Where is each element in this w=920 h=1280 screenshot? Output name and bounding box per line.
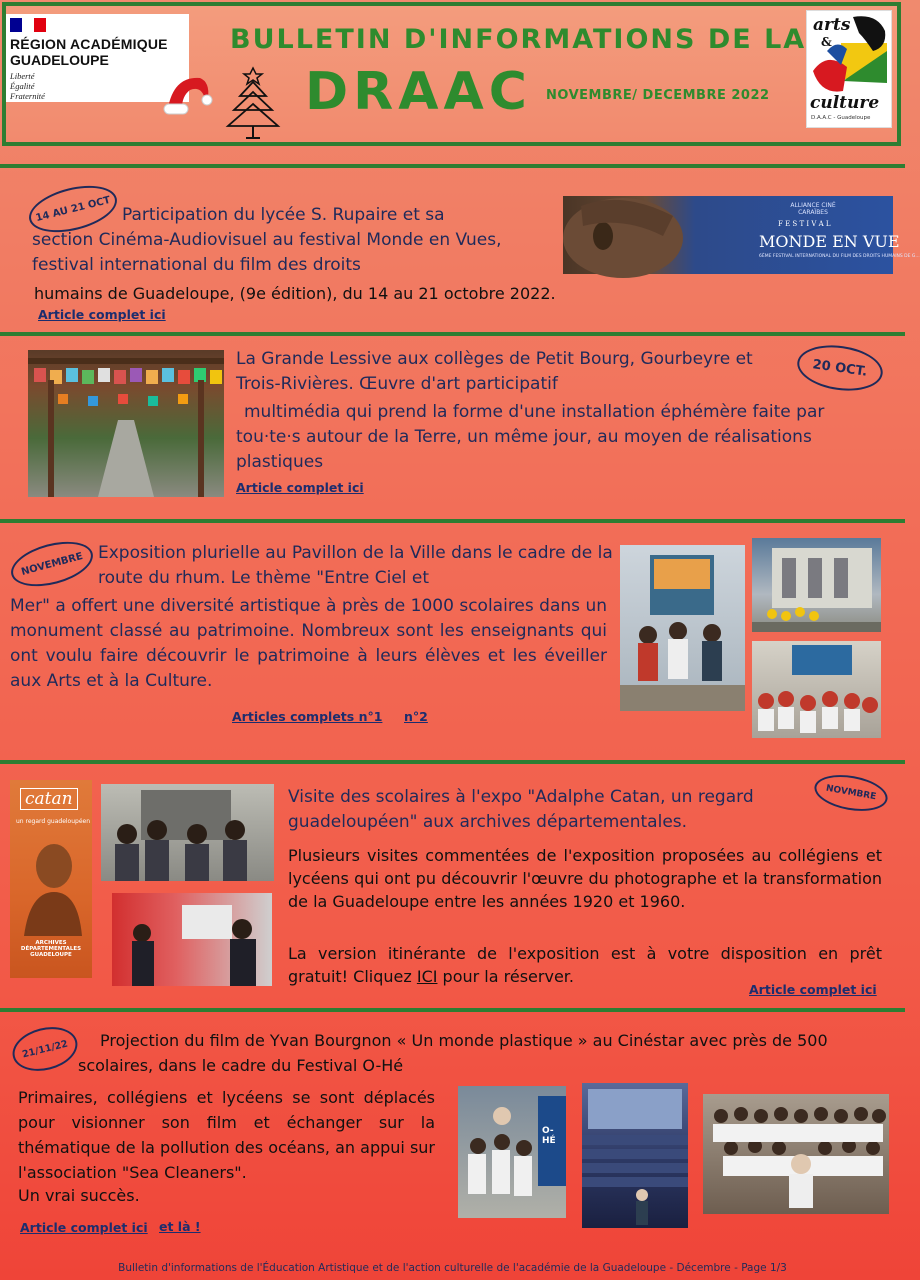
s5-body: Primaires, collégiens et lycéens se sont déplacés pour visionner son film et échanger sur la thématique de la pollution des océans, an appui sur l'association "Sea Cleaners". <box>18 1088 435 1182</box>
s4-reserve-link[interactable]: ICI <box>416 967 438 986</box>
draac-title: DRAAC <box>305 62 532 122</box>
region-name-line2: GUADELOUPE <box>10 52 109 68</box>
students-group-image <box>752 641 881 738</box>
s5-article-link-1[interactable]: Article complet ici <box>20 1220 148 1235</box>
visitors-gallery-image <box>101 784 274 881</box>
students-archive-image <box>112 893 272 986</box>
christmas-tree-icon <box>222 66 284 142</box>
catan-visit-photo-2 <box>112 893 272 986</box>
bulletin-title: BULLETIN D'INFORMATIONS DE LA <box>230 24 807 55</box>
pavillon-photo-2 <box>752 538 881 632</box>
date-stamp: 14 AU 21 OCT <box>24 178 121 241</box>
cinema-audience-image <box>582 1083 688 1228</box>
arts-culture-logo <box>806 10 892 128</box>
grande-lessive-photo <box>28 350 224 497</box>
catan-poster <box>10 780 92 978</box>
s1-text-first: Participation du lycée S. Rupaire et sa <box>122 205 445 225</box>
ohe-photo-3 <box>703 1094 889 1214</box>
poster-subtitle: un regard guadeloupéen <box>16 818 91 825</box>
logo-ampersand: & <box>821 35 832 49</box>
pavillon-photo-3 <box>752 641 881 738</box>
s1-article-link[interactable]: Article complet ici <box>38 307 166 322</box>
s3-article-link-2[interactable]: n°2 <box>404 709 428 724</box>
photographer-portrait-image <box>20 836 82 936</box>
poster-title: catan <box>20 788 78 810</box>
s1-text-last: humains de Guadeloupe, (9e édition), du 14 au 21 octobre 2022. <box>34 284 556 303</box>
section-divider <box>0 164 905 168</box>
s5-article-link-2[interactable]: et là ! <box>159 1219 201 1234</box>
date-stamp: NOVMBRE <box>812 770 891 816</box>
poster-archives-label: ARCHIVES DÉPARTEMENTALES GUADELOUPE <box>20 940 82 958</box>
section-divider <box>0 519 905 523</box>
s1-text-rest: section Cinéma-Audiovisuel au festival Monde en Vues, festival international du film des droits <box>32 230 502 275</box>
banner-festival-word: F E S T I V A L <box>778 220 831 228</box>
students-at-painting-image <box>620 545 745 711</box>
group-photo-image <box>703 1094 889 1214</box>
sculpture-image <box>563 196 713 274</box>
date-stamp: 21/11/22 <box>8 1021 82 1078</box>
santa-hat-icon <box>160 68 216 120</box>
festival-banner <box>563 196 920 274</box>
s4-title: Visite des scolaires à l'expo "Adalphe Catan, un regard guadeloupéen" aux archives départementales. <box>288 787 754 832</box>
section-divider <box>0 332 905 336</box>
logo-word-culture: culture <box>810 93 880 113</box>
banner-small-text: ALLIANCE CINÉ CARAÏBES <box>790 202 836 216</box>
date-stamp: 20 OCT. <box>794 340 885 396</box>
s4-body-2: La version itinérante de l'exposition est à votre disposition en prêt gratuit! Cliquez ICI pour la réserver. <box>288 944 882 986</box>
section-divider <box>0 1008 905 1012</box>
s3-text-first: Exposition plurielle au Pavillon de la Ville dans le cadre de la route du rhum. Le thème "Entre Ciel et <box>98 543 613 588</box>
ohe-banner-text: O-HÉ <box>542 1126 556 1146</box>
page-footer: Bulletin d'informations de l'Éducation Artistique et de l'action culturelle de l'académie de la Guadeloupe - Décembre - Page 1/3 <box>118 1262 787 1274</box>
republic-motto: Liberté Égalité Fraternité <box>10 71 45 101</box>
s2-text2: multimédia qui prend la forme d'une installation éphémère faite par tou·te·s autour de la Terre, un même jour, au moyen de réalisations plastiques <box>236 402 825 472</box>
director-with-students-image <box>458 1086 566 1218</box>
flag-icon <box>10 18 46 32</box>
s3-article-link-1[interactable]: Articles complets n°1 <box>232 709 383 724</box>
ohe-photo-2 <box>582 1083 688 1228</box>
s2-article-link[interactable]: Article complet ici <box>236 480 364 495</box>
s5-title: Projection du film de Yvan Bourgnon « Un monde plastique » au Cinéstar avec près de 500 scolaires, dans le cadre du Festival O-Hé <box>78 1031 828 1075</box>
pavillon-exterior-image <box>752 538 881 632</box>
ohe-photo-1 <box>458 1086 566 1218</box>
s4-body: Plusieurs visites commentées de l'exposition proposées au collégiens et lycéens qui ont pu découvrir l'œuvre du photographe et la transformation de la Guadeloupe entre les années 1920 et 1960. <box>288 846 882 911</box>
pavillon-photo-1 <box>620 545 745 711</box>
s5-body-last: Un vrai succès. <box>18 1186 140 1205</box>
bulletin-dates: NOVEMBRE/ DECEMBRE 2022 <box>546 88 770 103</box>
region-name-line1: RÉGION ACADÉMIQUE <box>10 36 168 52</box>
gallery-installation-image <box>28 350 224 497</box>
s2-text: La Grande Lessive aux collèges de Petit Bourg, Gourbeyre et Trois-Rivières. Œuvre d'art participatif <box>236 349 753 394</box>
logo-subtitle: D.A.A.C - Guadeloupe <box>811 115 871 121</box>
date-stamp: NOVEMBRE <box>6 534 97 594</box>
s4-article-link[interactable]: Article complet ici <box>749 982 877 997</box>
logo-word-arts: arts <box>813 15 851 35</box>
banner-title: MONDE EN VUE <box>759 232 900 251</box>
s3-text-rest: Mer" a offert une diversité artistique à près de 1000 scolaires dans un monument classé au patrimoine. Nombreux sont les enseignants qui ont voulu faire découvrir le patrimoine à leurs élèves et les éveiller aux Arts et à la Culture. <box>10 596 607 691</box>
banner-subtitle: 6ÈME FESTIVAL INTERNATIONAL DU FILM DES DROITS HUMAINS DE G... <box>759 254 920 259</box>
section-divider <box>0 760 905 764</box>
catan-visit-photo-1 <box>101 784 274 881</box>
